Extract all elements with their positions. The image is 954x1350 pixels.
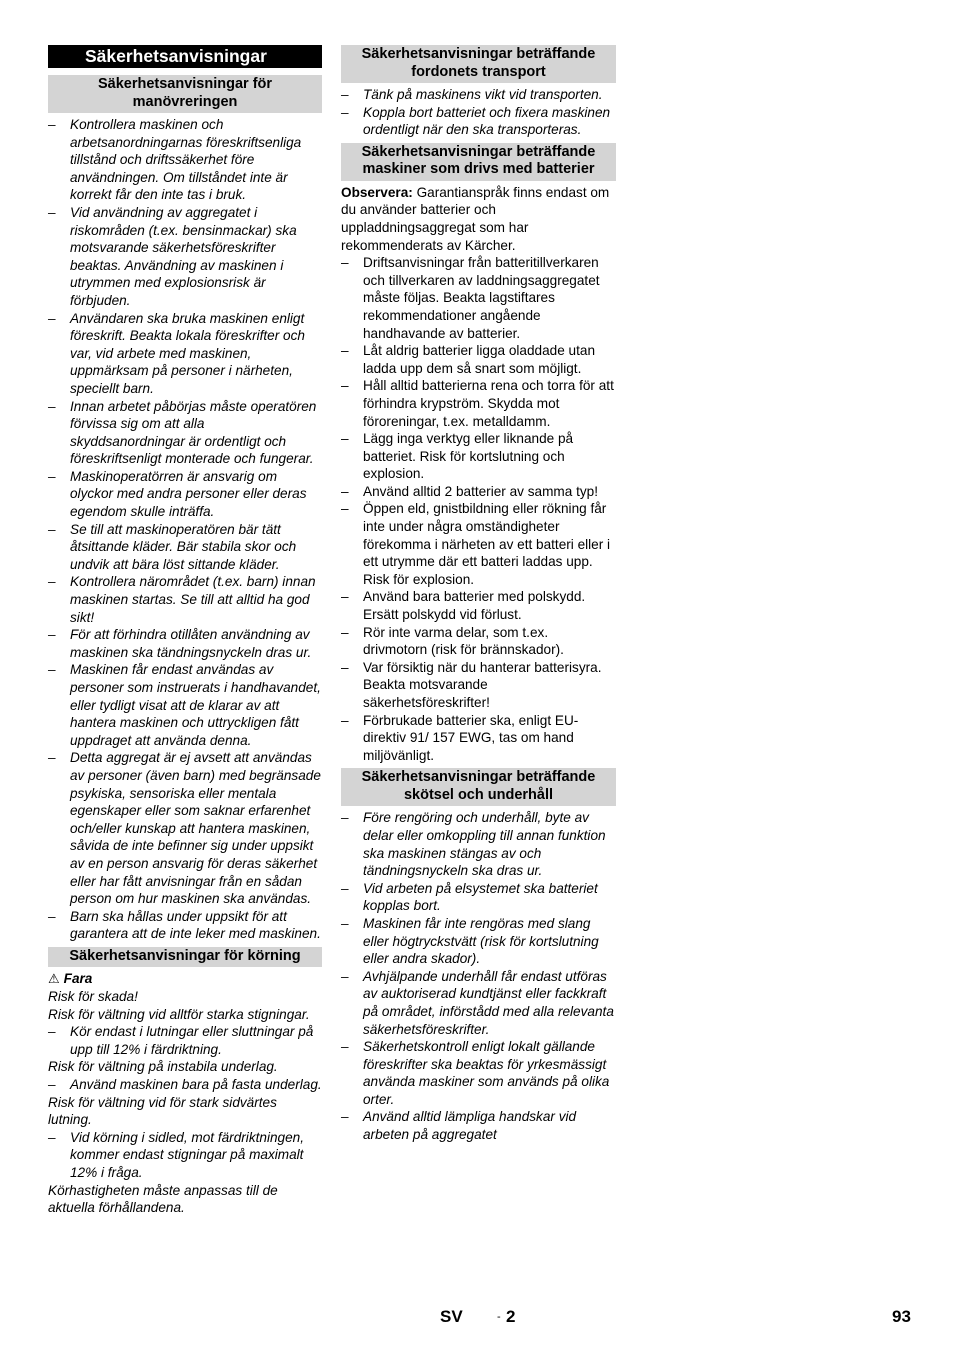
note-text: Garantianspråk finns endast om du använder batterier och uppladdningsaggregat som har rekommenderats av Kärcher. (341, 184, 610, 253)
page-number: 93 (892, 1307, 911, 1326)
heading-driving: Säkerhetsanvisningar för körning (48, 947, 322, 968)
list-item: – Använd maskinen bara på fasta underlag. (48, 1076, 322, 1094)
list-item: – Vid körning i sidled, mot färdriktningen, kommer endast stigningar på maximalt 12% i fråga. (48, 1129, 322, 1182)
list-item: – Kontrollera maskinen och arbetsanordningarnas föreskriftsenliga tillstånd och driftssäkerhet före användningen. Om tillståndet inte är korrekt får den inte tas i bruk. (48, 116, 322, 204)
list-item: – Före rengöring och underhåll, byte av delar eller omkoppling till annan funktion ska maskinen stängas av och tändningsnyckeln ska dras ur. (341, 809, 616, 879)
note-paragraph (341, 184, 616, 254)
main-heading: Säkerhetsanvisningar (48, 45, 322, 68)
list-item: – Maskinoperatörren är ansvarig om olyckor med andra personer eller deras egendom skulle inträffa. (48, 468, 322, 521)
note-label: Observera: (341, 184, 413, 200)
list-item: – Maskinen får endast användas av personer som instruerats i handhavandet, eller tydligt visat att de klarar av att hantera maskinen och uttryckligen fått uppdraget att använda denna. (48, 661, 322, 749)
heading-operation: Säkerhetsanvisningar för manövreringen (48, 75, 322, 113)
risk-line: Risk för vältning vid för stark sidvärtes lutning. (48, 1094, 277, 1128)
battery-list (341, 254, 616, 764)
list-item: – Maskinen får inte rengöras med slang eller högtryckstvätt (risk för kortslutning eller andra skador). (341, 915, 616, 968)
list-item: – För att förhindra otillåten användning av maskinen ska tändningsnyckeln dras ur. (48, 626, 322, 661)
list-item: – Innan arbetet påbörjas måste operatören förvissa sig om att alla skyddsanordningar är ordentligt och föreskriftsenligt monterade och fungerar. (48, 398, 322, 468)
footer-language: SV (440, 1307, 463, 1326)
operation-list (48, 116, 322, 943)
risk-line: Risk för vältning vid alltför starka stigningar. (48, 1006, 310, 1022)
heading-batteries: Säkerhetsanvisningar beträffande maskiner som drivs med batterier (341, 143, 616, 181)
list-item: – Säkerhetskontroll enligt lokalt gällande föreskrifter ska beaktas för yrkesmässigt använda maskiner som används på olika orter. (341, 1038, 616, 1108)
list-item: – Se till att maskinoperatören bär tätt åtsittande kläder. Bär stabila skor och undvik att bära löst sittande kläder. (48, 521, 322, 574)
list-item: – Rör inte varma delar, som t.ex. drivmotorn (risk för brännskador). (341, 624, 616, 659)
list-item: – Kontrollera närområdet (t.ex. barn) innan maskinen startas. Se till att alltid ha god sikt! (48, 573, 322, 626)
list-item: – Kör endast i lutningar eller sluttningar på upp till 12% i färdriktning. (48, 1023, 322, 1058)
list-item: – Tänk på maskinens vikt vid transporten. (341, 86, 616, 104)
list-item: – Vid användning av aggregatet i riskområden (t.ex. bensinmackar) ska motsvarande säkerhetsföreskrifter beaktas. Användning av maskinen i utrymmen med explosionsrisk är förbjuden. (48, 204, 322, 310)
list-item: – Använd alltid lämpliga handskar vid arbeten på aggregatet (341, 1108, 616, 1143)
transport-list (341, 86, 616, 139)
warning-label: Fara (63, 971, 93, 987)
risk-line: Risk för vältning på instabila underlag. (48, 1059, 278, 1075)
list-item: – Koppla bort batteriet och fixera maskinen ordentligt när den ska transporteras. (341, 104, 616, 139)
list-item: – Vid arbeten på elsystemet ska batteriet kopplas bort. (341, 880, 616, 915)
left-column (48, 45, 322, 1217)
list-item: – Barn ska hållas under uppsikt för att garantera att de inte leker med maskinen. (48, 908, 322, 943)
list-item: – Driftsanvisningar från batteritillverkaren och tillverkaren av laddningsaggregatet måste följas. Beakta lagstiftares rekommendationer angående handhavande av batterier. (341, 254, 616, 342)
risk-line: Risk för skada! (48, 989, 138, 1004)
list-item: – Avhjälpande underhåll får endast utföras av auktoriserad kundtjänst eller fackkraft på området, införstådd med alla relevanta säkerhetsföreskrifter. (341, 968, 616, 1038)
heading-transport: Säkerhetsanvisningar beträffande fordonets transport (341, 45, 616, 83)
risk-line: Körhastigheten måste anpassas till de aktuella förhållandena. (48, 1182, 278, 1216)
list-item: – Använd alltid 2 batterier av samma typ! (341, 483, 616, 501)
footer-separator: - (497, 1311, 501, 1323)
list-item: – Lägg inga verktyg eller liknande på batteriet. Risk för kortslutning och explosion. (341, 430, 616, 483)
danger-warning (48, 970, 322, 988)
maintenance-list (341, 809, 616, 1143)
list-item: – Låt aldrig batterier ligga oladdade utan ladda upp dem så snart som möjligt. (341, 342, 616, 377)
list-item: – Förbrukade batterier ska, enligt EU-direktiv 91/ 157 EWG, tas om hand miljövänligt. (341, 712, 616, 765)
footer-section-number: 2 (506, 1307, 516, 1326)
warning-triangle-icon: ⚠ (48, 971, 60, 987)
right-column (341, 45, 616, 1144)
list-item: – Detta aggregat är ej avsett att användas av personer (även barn) med begränsade psykiska, sensoriska eller mentala egenskaper eller som saknar erfarenhet och/eller kunskap att hantera maskinen, såvida de inte befinner sig under uppsikt av en person ansvarig för deras säkerhet eller har fått anvisningar från en sådan person om hur maskinen ska användas. (48, 749, 322, 907)
list-item: – Användaren ska bruka maskinen enligt föreskrift. Beakta lokala föreskrifter och var, vid arbete med maskinen, uppmärksam på personer i närheten, speciellt barn. (48, 310, 322, 398)
list-item: – Använd bara batterier med polskydd. Ersätt polskydd vid förlust. (341, 588, 616, 623)
list-item: – Öppen eld, gnistbildning eller rökning får inte under några omständigheter förekomma i närheten av ett batteri eller i ett utrymme där ett batteri laddas upp. Risk för explosion. (341, 500, 616, 588)
list-item: – Var försiktig när du hanterar batterisyra. Beakta motsvarande säkerhetsföreskrifter! (341, 659, 616, 712)
list-item: – Håll alltid batterierna rena och torra för att förhindra krypström. Skydda mot föroreningar, t.ex. metalldamm. (341, 377, 616, 430)
heading-maintenance: Säkerhetsanvisningar beträffande skötsel och underhåll (341, 768, 616, 806)
